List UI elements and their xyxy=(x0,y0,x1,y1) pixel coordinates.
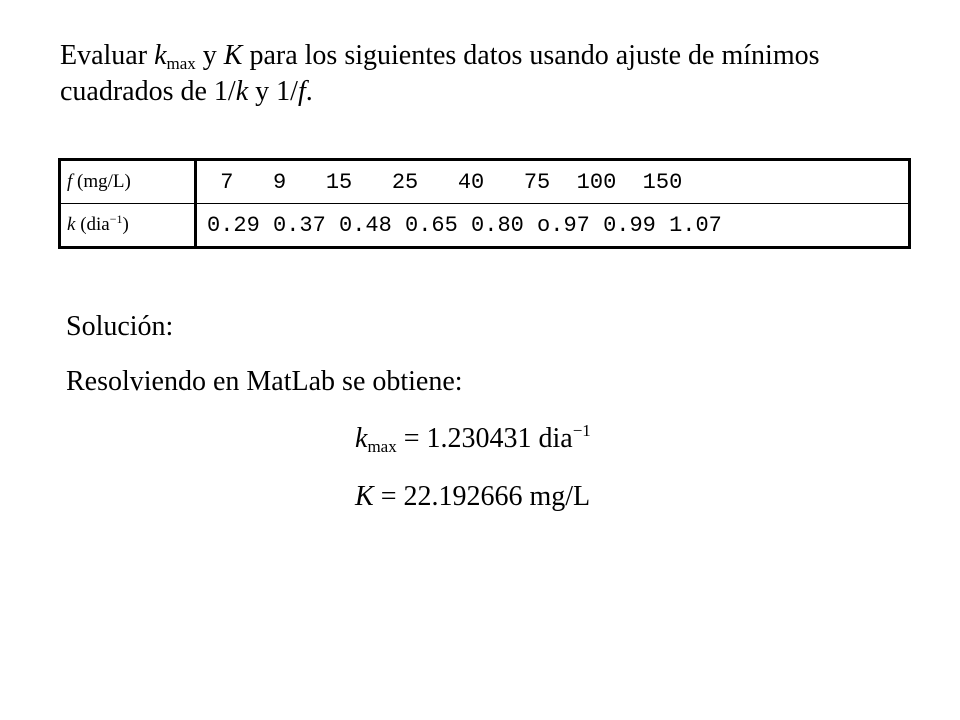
max-subscript: max xyxy=(166,54,196,73)
problem-text: Evaluar xyxy=(60,40,155,71)
table-row-k xyxy=(60,204,910,248)
problem-text: y 1/ xyxy=(248,76,298,107)
problem-text: y xyxy=(195,40,224,71)
solution-intro: Resolviendo en MatLab se obtiene: xyxy=(66,366,463,397)
k-symbol: k xyxy=(235,76,249,107)
table-row-f xyxy=(60,160,910,204)
f-symbol: f xyxy=(297,76,306,107)
problem-statement xyxy=(60,38,920,110)
row-header-f: f (mg/L) xyxy=(60,160,196,204)
row-values-f: 7 9 15 25 40 75 100 150 xyxy=(196,160,910,204)
k-symbol: k xyxy=(154,40,167,71)
row-header-k: k (dia$^{-1}$) xyxy=(60,204,196,248)
row-values-k: 0.29 0.37 0.48 0.65 0.80 o.97 0.99 1.07 xyxy=(196,204,910,248)
result-K: K = 22.192666 mg/L xyxy=(355,481,591,512)
result-kmax: $k_{max} = 1.230431$ dia$^{-1}$ xyxy=(355,421,591,456)
problem-text: para los siguientes datos usando ajuste de mínimos cuadrados de 1/ xyxy=(60,40,820,107)
K-symbol: K xyxy=(223,40,243,71)
data-table xyxy=(58,158,911,249)
problem-text: . xyxy=(305,76,313,107)
solution-label: Solución: xyxy=(66,311,174,342)
